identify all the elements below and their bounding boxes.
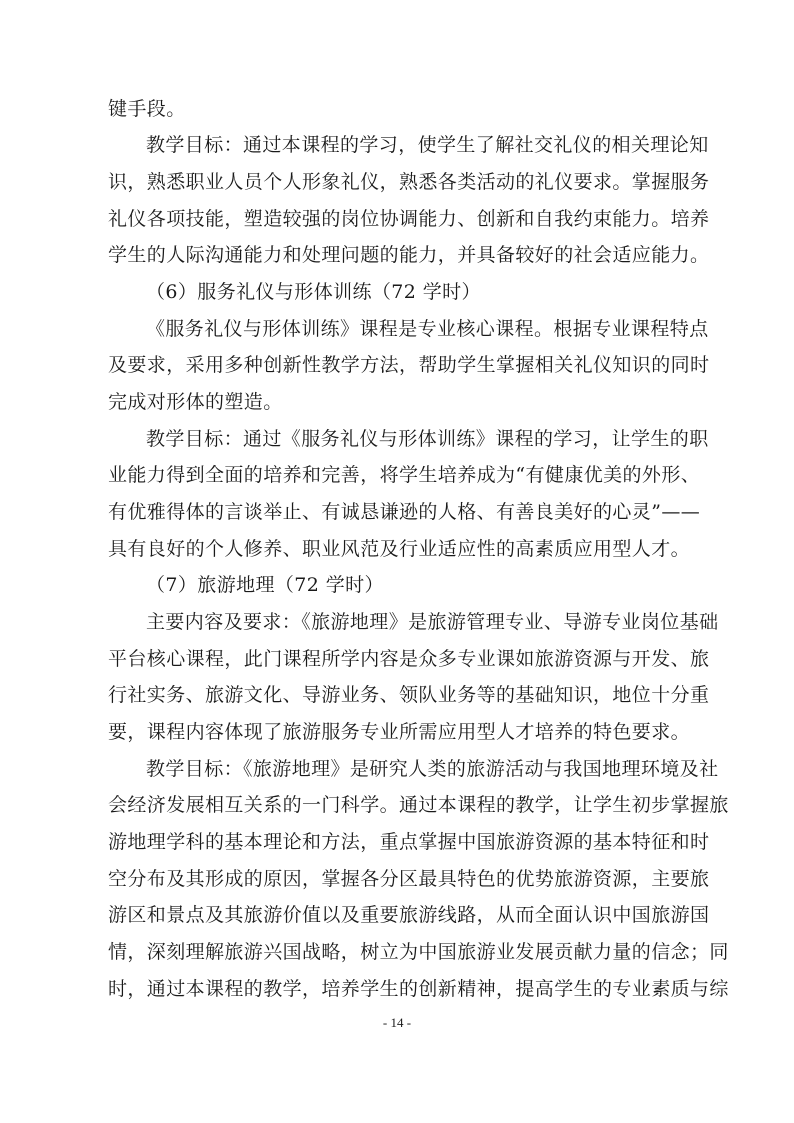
body-text-line: 识，熟悉职业人员个人形象礼仪，熟悉各类活动的礼仪要求。掌握服务 [108,171,710,193]
body-text-line: 有优雅得体的言谈举止、有诚恳谦逊的人格、有善良美好的心灵”—— [108,501,701,523]
body-text-line: 行社实务、旅游文化、导游业务、领队业务等的基础知识，地位十分重 [108,684,710,706]
body-text-line: 平台核心课程，此门课程所学内容是众多专业课如旅游资源与开发、旅 [108,648,710,670]
body-text-line: 会经济发展相互关系的一门科学。通过本课程的教学，让学生初步掌握旅 [108,794,729,816]
body-text-line: 礼仪各项技能，塑造较强的岗位协调能力、创新和自我约束能力。培养 [108,208,710,230]
body-text-line: 完成对形体的塑造。 [108,391,283,413]
body-text-line: 教学目标：《旅游地理》是研究人类的旅游活动与我国地理环境及社 [146,758,719,780]
body-text-line: 游地理学科的基本理论和方法，重点掌握中国旅游资源的基本特征和时 [108,831,710,853]
body-text-line: 情，深刻理解旅游兴国战略，树立为中国旅游业发展贡献力量的信念；同 [108,941,729,963]
section-heading: （6）服务礼仪与形体训练（72 学时） [146,281,481,303]
body-text-line: 游区和景点及其旅游价值以及重要旅游线路，从而全面认识中国旅游国 [108,904,710,926]
body-text-line: 业能力得到全面的培养和完善，将学生培养成为“有健康优美的外形、 [108,464,701,486]
body-text-line: 《服务礼仪与形体训练》课程是专业核心课程。根据专业课程特点 [146,318,709,340]
body-text-line: 主要内容及要求：《旅游地理》是旅游管理专业、导游专业岗位基础 [146,611,719,633]
page-number: - 14 - [382,1015,412,1030]
body-text-line: 时，通过本课程的教学，培养学生的创新精神，提高学生的专业素质与综 [108,978,729,1000]
body-text-line: 学生的人际沟通能力和处理问题的能力，并具备较好的社会适应能力。 [108,244,710,266]
body-text-line: 及要求，采用多种创新性教学方法，帮助学生掌握相关礼仪知识的同时 [108,354,710,376]
body-text-line: 教学目标：通过本课程的学习，使学生了解社交礼仪的相关理论知 [146,134,709,156]
section-heading: （7）旅游地理（72 学时） [146,574,384,596]
body-text-line: 要，课程内容体现了旅游服务专业所需应用型人才培养的特色要求。 [108,721,691,743]
body-text-line: 具有良好的个人修养、职业风范及行业适应性的高素质应用型人才。 [108,538,691,560]
body-text-line: 键手段。 [108,98,186,120]
body-text-line: 教学目标：通过《服务礼仪与形体训练》课程的学习，让学生的职 [146,428,709,450]
body-text-line: 空分布及其形成的原因，掌握各分区最具特色的优势旅游资源，主要旅 [108,868,710,890]
